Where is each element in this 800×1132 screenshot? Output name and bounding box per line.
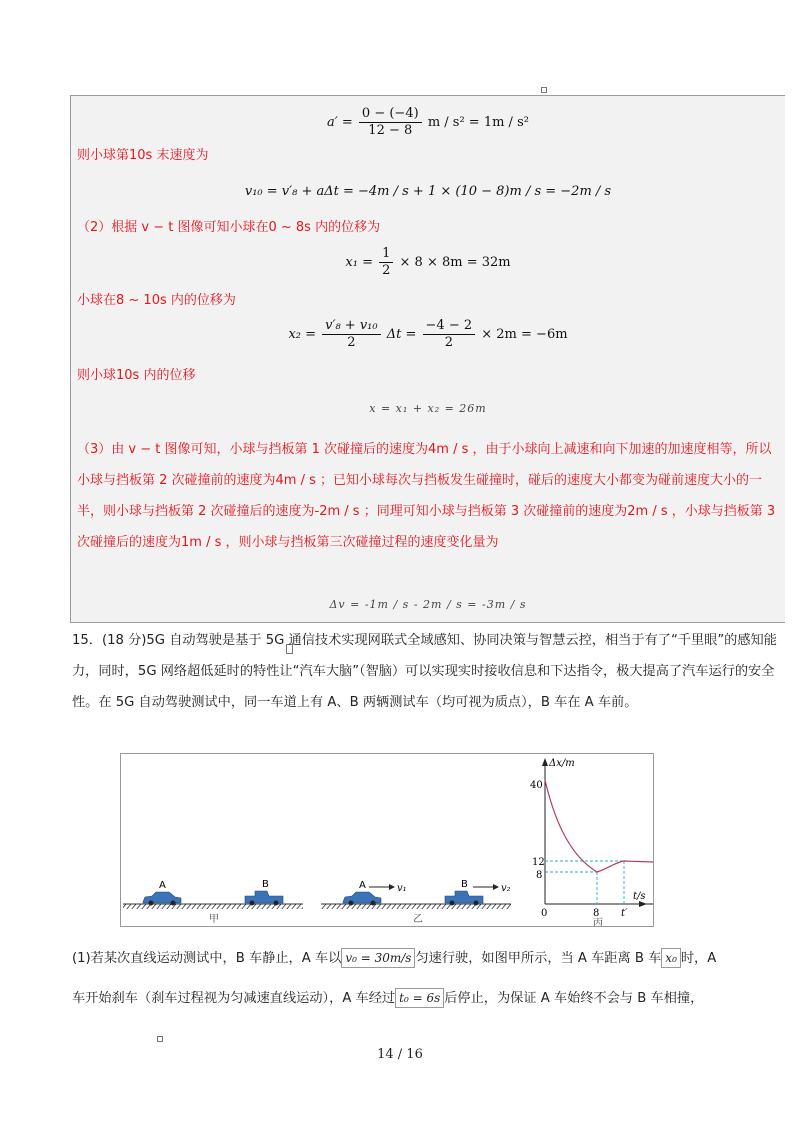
- equation-x1: x₁ = $\frac{1}{2}$ × 8 × 8m = 32m: [345, 246, 511, 278]
- x-axis-label: t/s: [633, 891, 646, 902]
- text-part2: （2）根据 v − t 图像可知小球在0 ~ 8s 内的位移为: [77, 220, 381, 235]
- tick-label-12: 12: [532, 857, 545, 868]
- figure-svg: [121, 754, 653, 926]
- tick-label-t8: 8: [593, 908, 600, 919]
- problem-15-intro: 15．(18 分)5G 自动驾驶是基于 5G 通信技术实现网联式全域感知、协同决策与智慧云控，相当于有了“千里眼”的感知能力，同时，5G 网络超低延时的特性让“汽车大脑”（智脑）可以实现实时接收信息和下达指令，极大提高了汽车运行的安全性。在 5G 自动驾驶测试中，同一车道上有 A、B 两辆测试车（均可视为质点），B 车在 A 车前。: [72, 633, 777, 710]
- equation-acceleration: a′ = $\frac{0 - (-4)}{12 - 8}$ m / s² = 1m / s²: [327, 106, 529, 138]
- tick-label-tprime: t′: [621, 908, 628, 919]
- page-number: 14 / 16: [377, 1047, 423, 1062]
- question-1-line-2: 车开始刹车（刹车过程视为匀减速直线运动），A 车经过 t₀ = 6s 后停止，为保证 A 车始终不会与 B 车相撞，: [72, 983, 784, 1014]
- fraction-numerator: −4 − 2: [423, 318, 476, 335]
- label-v1: v₁: [397, 883, 407, 894]
- car-a-label-jia: A: [159, 880, 166, 891]
- label-bing: 丙: [593, 918, 603, 926]
- arrow-v2-head: [493, 884, 499, 890]
- text-total-displacement-intro: 则小球10s 内的位移: [77, 368, 196, 383]
- y-axis-label: Δx/m: [549, 758, 575, 769]
- answer-panel: [70, 95, 785, 623]
- fraction-denominator: 2: [382, 263, 391, 278]
- equation-v10: v₁₀ = v′₈ + aΔt = −4m / s + 1 × (10 − 8)m / s = −2m / s: [244, 184, 612, 199]
- car-a-yi: [343, 892, 381, 906]
- fraction-numerator: v′₈ + v₁₀: [322, 318, 380, 335]
- fraction-denominator: 12 − 8: [368, 123, 413, 138]
- arrow-v1-head: [389, 884, 395, 890]
- label-yi: 乙: [413, 914, 423, 925]
- car-b-jia: [245, 891, 283, 906]
- tick-label-origin: 0: [541, 908, 548, 919]
- tick-label-40: 40: [530, 780, 543, 791]
- marker-square-bottom: [157, 1036, 163, 1042]
- fraction-denominator: 2: [444, 335, 453, 350]
- car-a-label-yi: A: [359, 880, 366, 891]
- formula-v0: v₀ = 30m/s: [341, 948, 415, 968]
- formula-x0: x₀: [661, 948, 681, 968]
- car-a-jia: [143, 892, 181, 906]
- graph-bing: [530, 758, 653, 919]
- equation-total-displacement: x = x₁ + x₂ = 26m: [369, 402, 487, 415]
- fraction-denominator: 2: [347, 335, 356, 350]
- question-1-line-1: (1)若某次直线运动测试中，B 车静止，A 车以 v₀ = 30m/s 匀速行驶，如图甲所示，当 A 车距离 B 车 x₀ 时，A: [72, 943, 784, 974]
- formula-t0: t₀ = 6s: [395, 988, 444, 1008]
- diagram-jia: [123, 879, 303, 909]
- tick-label-8: 8: [536, 870, 543, 881]
- label-v2: v₂: [501, 883, 511, 894]
- text-part3: （3）由 v − t 图像可知，小球与挡板第 1 次碰撞后的速度为4m / s ，由于小球向上减速和向下加速的加速度相等，所以小球与挡板第 2 次碰撞前的速度为4m / s ；已知小球每次与挡板发生碰撞时，碰后的速度大小都变为碰前速度大小的一半，则小球与挡板第 2 次碰撞后的速度为-2m / s ；同理可知小球与挡板第 3 次碰撞前的速度为2m / s ，小球与挡板第 3 次碰撞后的速度为1m / s ，则小球与挡板第三次碰撞过程的速度变化量为: [77, 442, 776, 550]
- figure-panel: [120, 753, 654, 927]
- car-b-label-jia: B: [262, 879, 269, 890]
- car-b-label-yi: B: [461, 879, 468, 890]
- text-x2-intro: 小球在8 ~ 10s 内的位移为: [77, 293, 236, 308]
- fraction-numerator: 0 − (−4): [359, 106, 422, 123]
- text-v10-intro: 则小球第10s 末速度为: [77, 148, 209, 163]
- diagram-yi: [321, 879, 511, 909]
- equation-delta-v: Δv = -1m / s - 2m / s = -3m / s: [329, 598, 527, 611]
- label-jia: 甲: [209, 914, 219, 925]
- delta-x-curve: [545, 780, 653, 872]
- y-axis-arrow: [542, 758, 548, 766]
- equation-x2: x₂ = $\frac{\text{v′₈ + v₁₀}}{2}$ Δt = $\frac{-4 - 2}{2}$ × 2m = −6m: [288, 318, 568, 350]
- car-b-yi: [445, 891, 483, 906]
- fraction-numerator: 1: [379, 246, 393, 263]
- marker-square-top: [541, 87, 547, 93]
